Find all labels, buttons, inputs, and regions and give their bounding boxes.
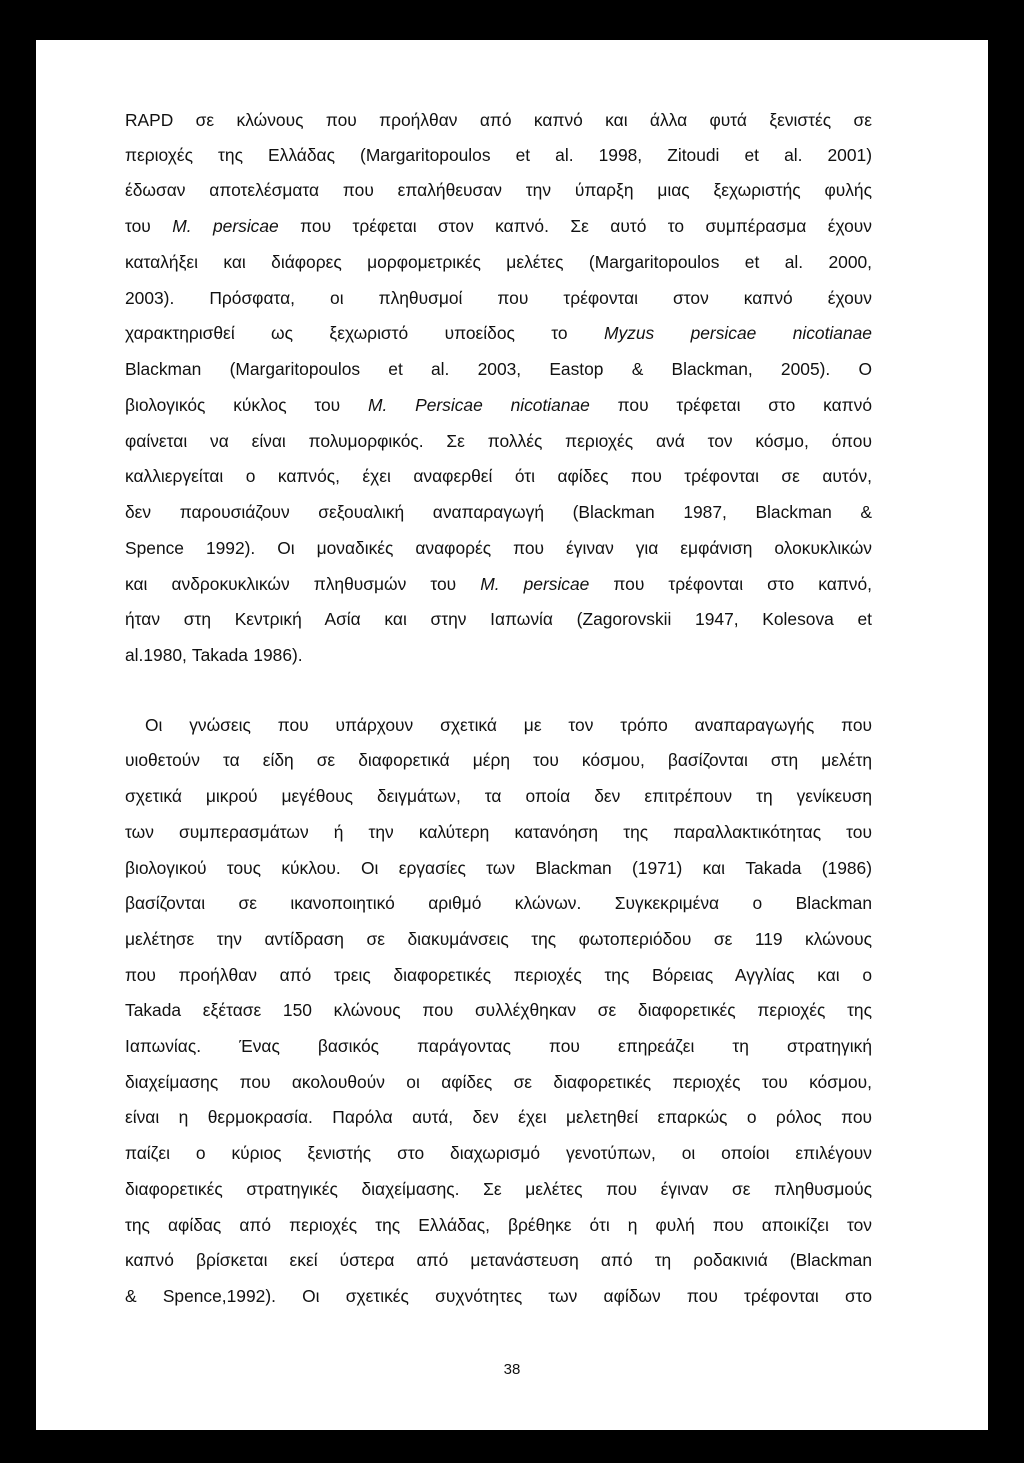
text-line: που προήλθαν από τρεις διαφορετικές περιοχές της Βόρειας Αγγλίας και ο bbox=[125, 965, 872, 985]
text-line: & Spence,1992). Οι σχετικές συχνότητες των αφίδων που τρέφονται στο bbox=[125, 1286, 872, 1306]
text-line: έδωσαν αποτελέσματα που επαλήθευσαν την ύπαρξη μιας ξεχωριστής φυλής bbox=[125, 180, 872, 200]
text-line: RAPD σε κλώνους που προήλθαν από καπνό και άλλα φυτά ξενιστές σε bbox=[125, 110, 872, 130]
paragraph-1 bbox=[125, 96, 872, 696]
text-line: χαρακτηρισθεί ως ξεχωριστό υποείδος το Myzus persicae nicotianae bbox=[125, 323, 872, 343]
text-line: υιοθετούν τα είδη σε διαφορετικά μέρη του κόσμου, βασίζονται στη μελέτη bbox=[125, 750, 872, 770]
text-line: περιοχές της Ελλάδας (Margaritopoulos et al. 1998, Zitoudi et al. 2001) bbox=[125, 145, 872, 165]
species-name: M. persicae bbox=[480, 574, 590, 594]
text-line: βιολογικός κύκλος του M. Persicae nicotianae που τρέφεται στο καπνό bbox=[125, 395, 872, 415]
text-line: Ιαπωνίας. Ένας βασικός παράγοντας που επηρεάζει τη στρατηγική bbox=[125, 1036, 872, 1056]
text-line: διαχείμασης που ακολουθούν οι αφίδες σε διαφορετικές περιοχές του κόσμου, bbox=[125, 1072, 872, 1092]
text-line: al.1980, Takada 1986). bbox=[125, 645, 303, 665]
species-name: M. Persicae nicotianae bbox=[368, 395, 590, 415]
text-line: βιολογικού τους κύκλου. Οι εργασίες των Blackman (1971) και Takada (1986) bbox=[125, 858, 872, 878]
text-line: μελέτησε την αντίδραση σε διακυμάνσεις της φωτοπεριόδου σε 119 κλώνους bbox=[125, 929, 872, 949]
text-line: διαφορετικές στρατηγικές διαχείμασης. Σε μελέτες που έγιναν σε πληθυσμούς bbox=[125, 1179, 872, 1199]
species-name: M. persicae bbox=[172, 216, 279, 236]
text-line: της αφίδας από περιοχές της Ελλάδας, βρέθηκε ότι η φυλή που αποικίζει τον bbox=[125, 1215, 872, 1235]
text-line: Blackman (Margaritopoulos et al. 2003, Eastop & Blackman, 2005). O bbox=[125, 359, 872, 379]
text-line: Οι γνώσεις που υπάρχουν σχετικά με τον τρόπο αναπαραγωγής που bbox=[145, 715, 872, 735]
text-line: του M. persicae που τρέφεται στον καπνό. Σε αυτό το συμπέρασμα έχουν bbox=[125, 216, 872, 236]
text-line: δεν παρουσιάζουν σεξουαλική αναπαραγωγή (Blackman 1987, Blackman & bbox=[125, 502, 872, 522]
text-line: καλλιεργείται ο καπνός, έχει αναφερθεί ότι αφίδες που τρέφονται σε αυτόν, bbox=[125, 466, 872, 486]
species-name: Myzus persicae nicotianae bbox=[603, 323, 872, 343]
text-line: Spence 1992). Οι μοναδικές αναφορές που έγιναν για εμφάνιση ολοκυκλικών bbox=[125, 538, 872, 558]
text-line: βασίζονται σε ικανοποιητικό αριθμό κλώνων. Συγκεκριμένα ο Blackman bbox=[125, 893, 872, 913]
page-number: 38 bbox=[503, 1361, 521, 1378]
text-line: καπνό βρίσκεται εκεί ύστερα από μετανάστευση από τη ροδακινιά (Blackman bbox=[125, 1250, 872, 1270]
text-line: ήταν στη Κεντρική Ασία και στην Ιαπωνία (Zagorovskii 1947, Kolesova et bbox=[125, 609, 872, 629]
text-line: και ανδροκυκλικών πληθυσμών του M. persicae που τρέφονται στο καπνό, bbox=[125, 574, 872, 594]
text-line: παίζει ο κύριος ξενιστής στο διαχωρισμό γενοτύπων, οι οποίοι επιλέγουν bbox=[125, 1143, 872, 1163]
text-line: Takada εξέτασε 150 κλώνους που συλλέχθηκαν σε διαφορετικές περιοχές της bbox=[125, 1000, 872, 1020]
text-line: φαίνεται να είναι πολυμορφικός. Σε πολλές περιοχές ανά τον κόσμο, όπου bbox=[125, 431, 872, 451]
paragraph-2 bbox=[125, 700, 872, 1340]
text-line: είναι η θερμοκρασία. Παρόλα αυτά, δεν έχει μελετηθεί επαρκώς ο ρόλος που bbox=[125, 1107, 872, 1127]
text-line: 2003). Πρόσφατα, οι πληθυσμοί που τρέφονται στον καπνό έχουν bbox=[125, 288, 872, 308]
text-line: των συμπερασμάτων ή την καλύτερη κατανόηση της παραλλακτικότητας του bbox=[125, 822, 872, 842]
text-line: σχετικά μικρού μεγέθους δειγμάτων, τα οποία δεν επιτρέπουν τη γενίκευση bbox=[125, 786, 872, 806]
text-line: καταλήξει και διάφορες μορφομετρικές μελέτες (Margaritopoulos et al. 2000, bbox=[125, 252, 872, 272]
